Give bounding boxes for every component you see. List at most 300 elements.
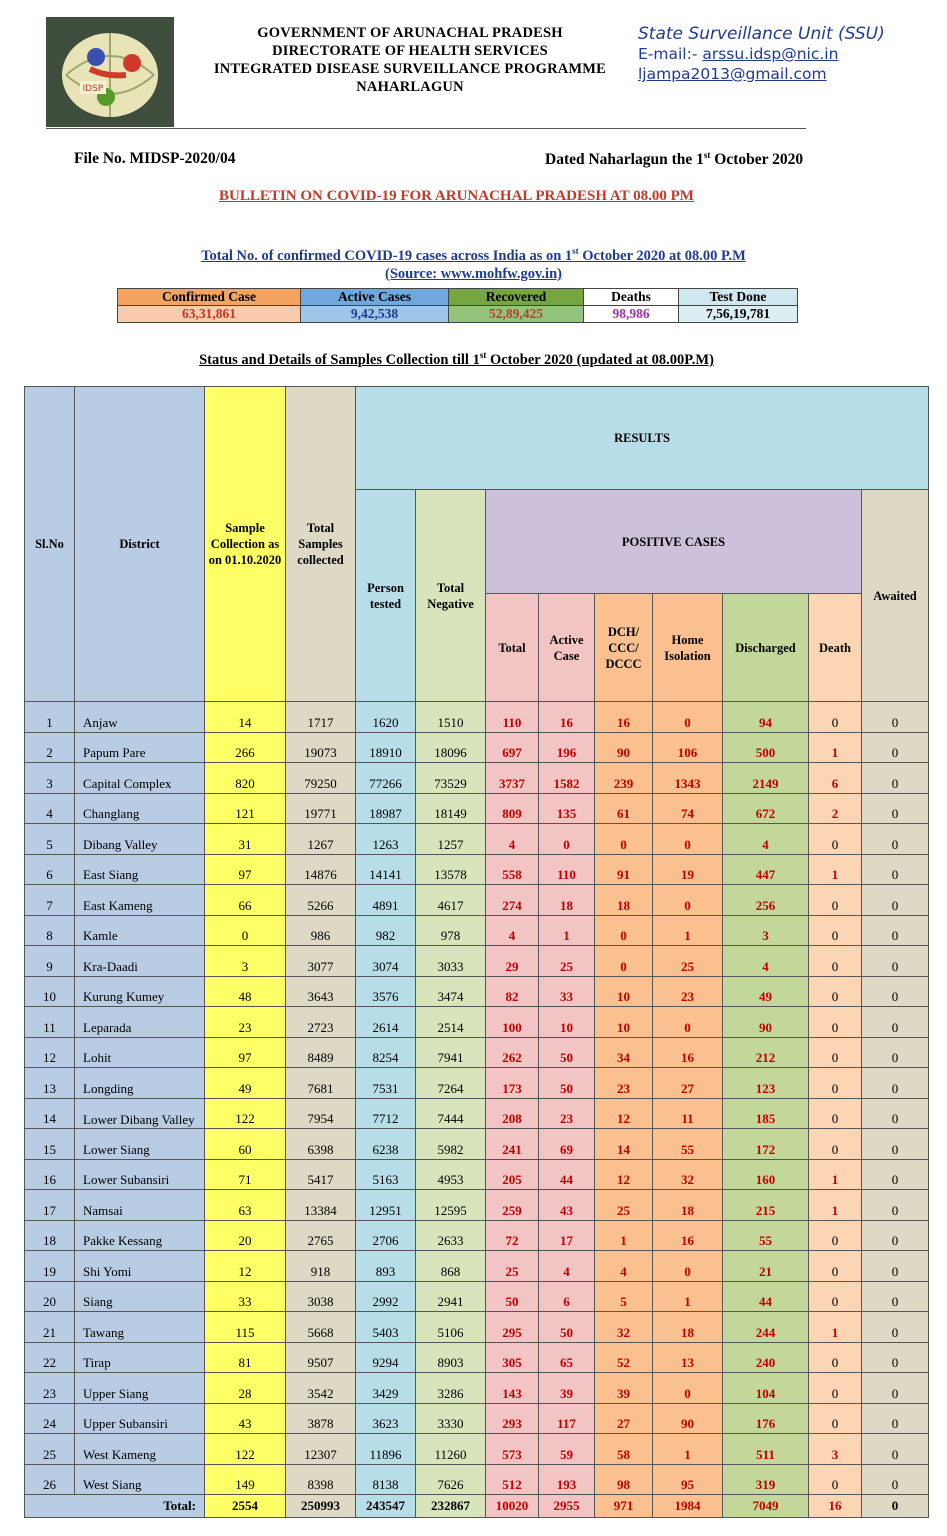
row-active-case: 1 <box>539 915 595 946</box>
row-dch: 239 <box>595 763 653 794</box>
row-person-tested: 893 <box>356 1251 416 1282</box>
header-slno: Sl.No <box>25 387 75 702</box>
row-total-negative: 13578 <box>416 854 486 885</box>
row-total-samples: 3038 <box>286 1281 356 1312</box>
row-total-negative: 11260 <box>416 1434 486 1465</box>
row-discharged: 4 <box>723 946 809 977</box>
row-slno: 25 <box>25 1434 75 1465</box>
logo-text: IDSP <box>82 84 104 94</box>
row-person-tested: 77266 <box>356 763 416 794</box>
india-title-suffix: October 2020 at 08.00 P.M <box>578 247 746 264</box>
table-row <box>25 793 929 824</box>
row-total-negative: 7444 <box>416 1098 486 1129</box>
row-positive-total: 82 <box>486 976 539 1007</box>
table-row <box>25 1342 929 1373</box>
row-sample-collection: 28 <box>205 1373 286 1404</box>
row-home-isolation: 16 <box>653 1220 723 1251</box>
row-district: Tirap <box>75 1342 205 1373</box>
table-row <box>25 976 929 1007</box>
row-death: 0 <box>809 1068 862 1099</box>
row-dch: 12 <box>595 1159 653 1190</box>
header-positive-cases: POSITIVE CASES <box>486 490 862 594</box>
organization-heading <box>180 24 640 96</box>
row-sample-collection: 122 <box>205 1434 286 1465</box>
row-awaited: 0 <box>862 976 929 1007</box>
row-slno: 9 <box>25 946 75 977</box>
row-sample-collection: 33 <box>205 1281 286 1312</box>
row-dch: 58 <box>595 1434 653 1465</box>
row-home-isolation: 18 <box>653 1312 723 1343</box>
row-dch: 23 <box>595 1068 653 1099</box>
row-dch: 14 <box>595 1129 653 1160</box>
row-positive-total: 100 <box>486 1007 539 1038</box>
row-awaited: 0 <box>862 1159 929 1190</box>
row-discharged: 672 <box>723 793 809 824</box>
total-awaited: 0 <box>862 1495 929 1518</box>
table-row <box>25 1068 929 1099</box>
row-dch: 0 <box>595 915 653 946</box>
row-home-isolation: 0 <box>653 1007 723 1038</box>
table-row <box>25 1251 929 1282</box>
total-samples-collected: 250993 <box>286 1495 356 1518</box>
row-awaited: 0 <box>862 1281 929 1312</box>
table-row <box>25 1129 929 1160</box>
row-total-negative: 8903 <box>416 1342 486 1373</box>
row-slno: 14 <box>25 1098 75 1129</box>
row-sample-collection: 48 <box>205 976 286 1007</box>
email-link-2[interactable]: ljampa2013@gmail.com <box>638 65 827 83</box>
row-total-negative: 2941 <box>416 1281 486 1312</box>
row-positive-total: 558 <box>486 854 539 885</box>
row-total-negative: 868 <box>416 1251 486 1282</box>
row-awaited: 0 <box>862 732 929 763</box>
row-total-samples: 6398 <box>286 1129 356 1160</box>
table-row <box>25 702 929 733</box>
row-death: 1 <box>809 732 862 763</box>
row-discharged: 172 <box>723 1129 809 1160</box>
row-death: 0 <box>809 1220 862 1251</box>
row-dch: 18 <box>595 885 653 916</box>
india-value-tests: 7,56,19,781 <box>679 306 798 323</box>
row-active-case: 43 <box>539 1190 595 1221</box>
row-awaited: 0 <box>862 1129 929 1160</box>
row-slno: 6 <box>25 854 75 885</box>
row-positive-total: 205 <box>486 1159 539 1190</box>
total-active: 2955 <box>539 1495 595 1518</box>
row-discharged: 176 <box>723 1403 809 1434</box>
table-row <box>25 824 929 855</box>
row-positive-total: 29 <box>486 946 539 977</box>
row-positive-total: 110 <box>486 702 539 733</box>
row-positive-total: 4 <box>486 915 539 946</box>
row-total-negative: 2633 <box>416 1220 486 1251</box>
row-positive-total: 262 <box>486 1037 539 1068</box>
row-home-isolation: 0 <box>653 702 723 733</box>
row-awaited: 0 <box>862 1190 929 1221</box>
row-positive-total: 697 <box>486 732 539 763</box>
org-line-4: NAHARLAGUN <box>356 79 464 95</box>
row-active-case: 59 <box>539 1434 595 1465</box>
row-sample-collection: 71 <box>205 1159 286 1190</box>
row-slno: 4 <box>25 793 75 824</box>
row-active-case: 39 <box>539 1373 595 1404</box>
row-home-isolation: 0 <box>653 824 723 855</box>
row-slno: 20 <box>25 1281 75 1312</box>
row-home-isolation: 18 <box>653 1190 723 1221</box>
row-active-case: 117 <box>539 1403 595 1434</box>
totals-row <box>25 1495 929 1518</box>
status-title-suffix: October 2020 (updated at 08.00P.M) <box>486 351 714 368</box>
row-active-case: 23 <box>539 1098 595 1129</box>
india-value-active: 9,42,538 <box>301 306 449 323</box>
row-awaited: 0 <box>862 763 929 794</box>
row-discharged: 500 <box>723 732 809 763</box>
row-discharged: 240 <box>723 1342 809 1373</box>
row-dch: 32 <box>595 1312 653 1343</box>
row-sample-collection: 122 <box>205 1098 286 1129</box>
row-discharged: 2149 <box>723 763 809 794</box>
row-sample-collection: 115 <box>205 1312 286 1343</box>
row-death: 0 <box>809 976 862 1007</box>
org-line-3: INTEGRATED DISEASE SURVEILLANCE PROGRAMME <box>213 61 607 77</box>
row-dch: 52 <box>595 1342 653 1373</box>
row-awaited: 0 <box>862 1464 929 1495</box>
row-total-negative: 3033 <box>416 946 486 977</box>
row-sample-collection: 97 <box>205 854 286 885</box>
row-person-tested: 8254 <box>356 1037 416 1068</box>
row-awaited: 0 <box>862 1068 929 1099</box>
row-discharged: 511 <box>723 1434 809 1465</box>
row-total-samples: 14876 <box>286 854 356 885</box>
row-slno: 13 <box>25 1068 75 1099</box>
row-total-samples: 79250 <box>286 763 356 794</box>
row-active-case: 50 <box>539 1312 595 1343</box>
total-discharged: 7049 <box>723 1495 809 1518</box>
row-discharged: 49 <box>723 976 809 1007</box>
row-total-negative: 4617 <box>416 885 486 916</box>
row-sample-collection: 12 <box>205 1251 286 1282</box>
row-total-negative: 3474 <box>416 976 486 1007</box>
row-home-isolation: 13 <box>653 1342 723 1373</box>
header-results: RESULTS <box>356 387 929 490</box>
row-slno: 5 <box>25 824 75 855</box>
row-sample-collection: 0 <box>205 915 286 946</box>
india-title-prefix: Total No. of confirmed COVID-19 cases across India as on 1 <box>201 247 573 264</box>
row-discharged: 447 <box>723 854 809 885</box>
row-total-negative: 73529 <box>416 763 486 794</box>
row-positive-total: 295 <box>486 1312 539 1343</box>
row-person-tested: 8138 <box>356 1464 416 1495</box>
total-label: Total: <box>25 1495 205 1518</box>
row-positive-total: 305 <box>486 1342 539 1373</box>
row-district: Papum Pare <box>75 732 205 763</box>
india-summary-table <box>117 288 798 323</box>
table-row <box>25 1312 929 1343</box>
row-slno: 1 <box>25 702 75 733</box>
row-district: Namsai <box>75 1190 205 1221</box>
row-person-tested: 7712 <box>356 1098 416 1129</box>
ssu-title: State Surveillance Unit (SSU) <box>638 24 885 44</box>
row-total-samples: 3542 <box>286 1373 356 1404</box>
row-home-isolation: 0 <box>653 885 723 916</box>
row-discharged: 90 <box>723 1007 809 1038</box>
row-slno: 23 <box>25 1373 75 1404</box>
header-divider <box>46 128 806 129</box>
row-home-isolation: 1 <box>653 1281 723 1312</box>
row-total-samples: 7954 <box>286 1098 356 1129</box>
row-dch: 98 <box>595 1464 653 1495</box>
row-total-negative: 5106 <box>416 1312 486 1343</box>
row-awaited: 0 <box>862 1007 929 1038</box>
status-title <box>0 350 913 369</box>
row-active-case: 50 <box>539 1068 595 1099</box>
bulletin-title: BULLETIN ON COVID-19 FOR ARUNACHAL PRADESH AT 08.00 PM <box>219 188 694 204</box>
row-active-case: 193 <box>539 1464 595 1495</box>
row-total-negative: 5982 <box>416 1129 486 1160</box>
row-total-negative: 3330 <box>416 1403 486 1434</box>
row-death: 1 <box>809 1190 862 1221</box>
india-value-deaths: 98,986 <box>584 306 679 323</box>
row-person-tested: 3576 <box>356 976 416 1007</box>
row-home-isolation: 23 <box>653 976 723 1007</box>
row-awaited: 0 <box>862 1373 929 1404</box>
row-home-isolation: 32 <box>653 1159 723 1190</box>
row-district: Anjaw <box>75 702 205 733</box>
header-total-samples: Total Samples collected <box>286 387 356 702</box>
row-awaited: 0 <box>862 1098 929 1129</box>
row-death: 0 <box>809 1342 862 1373</box>
email-link-1[interactable]: arssu.idsp@nic.in <box>702 45 839 63</box>
table-row <box>25 1403 929 1434</box>
row-discharged: 185 <box>723 1098 809 1129</box>
table-row <box>25 1190 929 1221</box>
row-dch: 5 <box>595 1281 653 1312</box>
row-home-isolation: 90 <box>653 1403 723 1434</box>
row-discharged: 104 <box>723 1373 809 1404</box>
row-sample-collection: 49 <box>205 1068 286 1099</box>
row-active-case: 1582 <box>539 763 595 794</box>
row-death: 0 <box>809 1007 862 1038</box>
row-positive-total: 241 <box>486 1129 539 1160</box>
row-district: Kamle <box>75 915 205 946</box>
header-active-case: Active Case <box>539 594 595 702</box>
row-active-case: 33 <box>539 976 595 1007</box>
total-sample-collection: 2554 <box>205 1495 286 1518</box>
header-death: Death <box>809 594 862 702</box>
row-district: Kurung Kumey <box>75 976 205 1007</box>
row-district: Upper Siang <box>75 1373 205 1404</box>
row-slno: 16 <box>25 1159 75 1190</box>
row-home-isolation: 0 <box>653 1251 723 1282</box>
total-home-isolation: 1984 <box>653 1495 723 1518</box>
row-awaited: 0 <box>862 1434 929 1465</box>
date-suffix: October 2020 <box>710 151 804 169</box>
row-district: Lower Dibang Valley <box>75 1098 205 1129</box>
row-slno: 21 <box>25 1312 75 1343</box>
row-discharged: 319 <box>723 1464 809 1495</box>
row-slno: 24 <box>25 1403 75 1434</box>
row-total-samples: 5417 <box>286 1159 356 1190</box>
row-slno: 26 <box>25 1464 75 1495</box>
row-home-isolation: 0 <box>653 1373 723 1404</box>
row-awaited: 0 <box>862 1403 929 1434</box>
row-death: 0 <box>809 1281 862 1312</box>
table-row <box>25 1373 929 1404</box>
row-awaited: 0 <box>862 854 929 885</box>
table-row <box>25 915 929 946</box>
row-awaited: 0 <box>862 702 929 733</box>
row-home-isolation: 1 <box>653 1434 723 1465</box>
date-line <box>545 150 803 169</box>
row-awaited: 0 <box>862 824 929 855</box>
row-slno: 11 <box>25 1007 75 1038</box>
row-total-negative: 7626 <box>416 1464 486 1495</box>
row-person-tested: 2614 <box>356 1007 416 1038</box>
row-total-samples: 7681 <box>286 1068 356 1099</box>
row-active-case: 0 <box>539 824 595 855</box>
row-home-isolation: 16 <box>653 1037 723 1068</box>
row-active-case: 44 <box>539 1159 595 1190</box>
header-home-isolation: Home Isolation <box>653 594 723 702</box>
row-district: Capital Complex <box>75 763 205 794</box>
row-district: Lower Subansiri <box>75 1159 205 1190</box>
table-row <box>25 1464 929 1495</box>
row-total-samples: 9507 <box>286 1342 356 1373</box>
row-death: 0 <box>809 1251 862 1282</box>
india-title-sup: st <box>572 246 579 256</box>
row-total-samples: 918 <box>286 1251 356 1282</box>
row-district: Longding <box>75 1068 205 1099</box>
table-row <box>25 1007 929 1038</box>
row-slno: 7 <box>25 885 75 916</box>
row-slno: 15 <box>25 1129 75 1160</box>
table-row <box>25 946 929 977</box>
row-sample-collection: 97 <box>205 1037 286 1068</box>
row-total-samples: 8489 <box>286 1037 356 1068</box>
row-total-negative: 18149 <box>416 793 486 824</box>
table-row <box>25 1098 929 1129</box>
table-row <box>25 763 929 794</box>
idsp-logo-graphic <box>46 17 174 127</box>
row-district: Siang <box>75 1281 205 1312</box>
row-person-tested: 7531 <box>356 1068 416 1099</box>
row-active-case: 10 <box>539 1007 595 1038</box>
row-dch: 90 <box>595 732 653 763</box>
row-discharged: 55 <box>723 1220 809 1251</box>
email-prefix: E-mail:- <box>638 45 698 63</box>
row-awaited: 0 <box>862 946 929 977</box>
row-sample-collection: 121 <box>205 793 286 824</box>
header-total-negative: Total Negative <box>416 490 486 702</box>
row-active-case: 25 <box>539 946 595 977</box>
row-total-negative: 18096 <box>416 732 486 763</box>
file-number: File No. MIDSP-2020/04 <box>74 150 236 167</box>
row-district: East Siang <box>75 854 205 885</box>
row-death: 1 <box>809 854 862 885</box>
row-positive-total: 293 <box>486 1403 539 1434</box>
row-discharged: 160 <box>723 1159 809 1190</box>
row-total-samples: 3878 <box>286 1403 356 1434</box>
row-slno: 3 <box>25 763 75 794</box>
row-person-tested: 1620 <box>356 702 416 733</box>
org-line-1: GOVERNMENT OF ARUNACHAL PRADESH <box>257 25 563 41</box>
row-total-samples: 3643 <box>286 976 356 1007</box>
row-sample-collection: 43 <box>205 1403 286 1434</box>
row-total-samples: 5668 <box>286 1312 356 1343</box>
row-discharged: 21 <box>723 1251 809 1282</box>
row-total-samples: 5266 <box>286 885 356 916</box>
row-total-samples: 3077 <box>286 946 356 977</box>
row-district: Lohit <box>75 1037 205 1068</box>
row-positive-total: 143 <box>486 1373 539 1404</box>
row-sample-collection: 31 <box>205 824 286 855</box>
row-death: 0 <box>809 1037 862 1068</box>
row-active-case: 18 <box>539 885 595 916</box>
row-total-negative: 7264 <box>416 1068 486 1099</box>
row-sample-collection: 14 <box>205 702 286 733</box>
row-total-negative: 3286 <box>416 1373 486 1404</box>
row-home-isolation: 19 <box>653 854 723 885</box>
india-source[interactable]: (Source: www.mohfw.gov.in) <box>385 265 562 282</box>
row-district: Lower Siang <box>75 1129 205 1160</box>
row-district: Tawang <box>75 1312 205 1343</box>
header-person-tested: Person tested <box>356 490 416 702</box>
idsp-logo <box>46 17 174 127</box>
row-death: 0 <box>809 946 862 977</box>
row-death: 3 <box>809 1434 862 1465</box>
status-title-sup: st <box>479 350 487 360</box>
row-positive-total: 50 <box>486 1281 539 1312</box>
row-awaited: 0 <box>862 1312 929 1343</box>
row-sample-collection: 63 <box>205 1190 286 1221</box>
row-awaited: 0 <box>862 915 929 946</box>
district-rows <box>25 702 929 1495</box>
row-dch: 34 <box>595 1037 653 1068</box>
row-total-samples: 986 <box>286 915 356 946</box>
row-positive-total: 512 <box>486 1464 539 1495</box>
row-dch: 61 <box>595 793 653 824</box>
row-dch: 25 <box>595 1190 653 1221</box>
row-death: 1 <box>809 1159 862 1190</box>
row-person-tested: 2706 <box>356 1220 416 1251</box>
total-dch: 971 <box>595 1495 653 1518</box>
row-positive-total: 72 <box>486 1220 539 1251</box>
india-value-recovered: 52,89,425 <box>449 306 584 323</box>
row-sample-collection: 20 <box>205 1220 286 1251</box>
row-death: 0 <box>809 915 862 946</box>
row-slno: 12 <box>25 1037 75 1068</box>
row-person-tested: 9294 <box>356 1342 416 1373</box>
row-positive-total: 3737 <box>486 763 539 794</box>
row-slno: 19 <box>25 1251 75 1282</box>
row-death: 0 <box>809 824 862 855</box>
row-sample-collection: 149 <box>205 1464 286 1495</box>
date-prefix: Dated Naharlagun the 1 <box>545 151 704 169</box>
table-row <box>25 1037 929 1068</box>
row-total-samples: 19073 <box>286 732 356 763</box>
row-person-tested: 1263 <box>356 824 416 855</box>
row-person-tested: 18910 <box>356 732 416 763</box>
row-positive-total: 809 <box>486 793 539 824</box>
row-dch: 12 <box>595 1098 653 1129</box>
row-home-isolation: 25 <box>653 946 723 977</box>
row-dch: 27 <box>595 1403 653 1434</box>
row-discharged: 3 <box>723 915 809 946</box>
table-row <box>25 885 929 916</box>
row-dch: 16 <box>595 702 653 733</box>
row-dch: 0 <box>595 946 653 977</box>
row-awaited: 0 <box>862 885 929 916</box>
